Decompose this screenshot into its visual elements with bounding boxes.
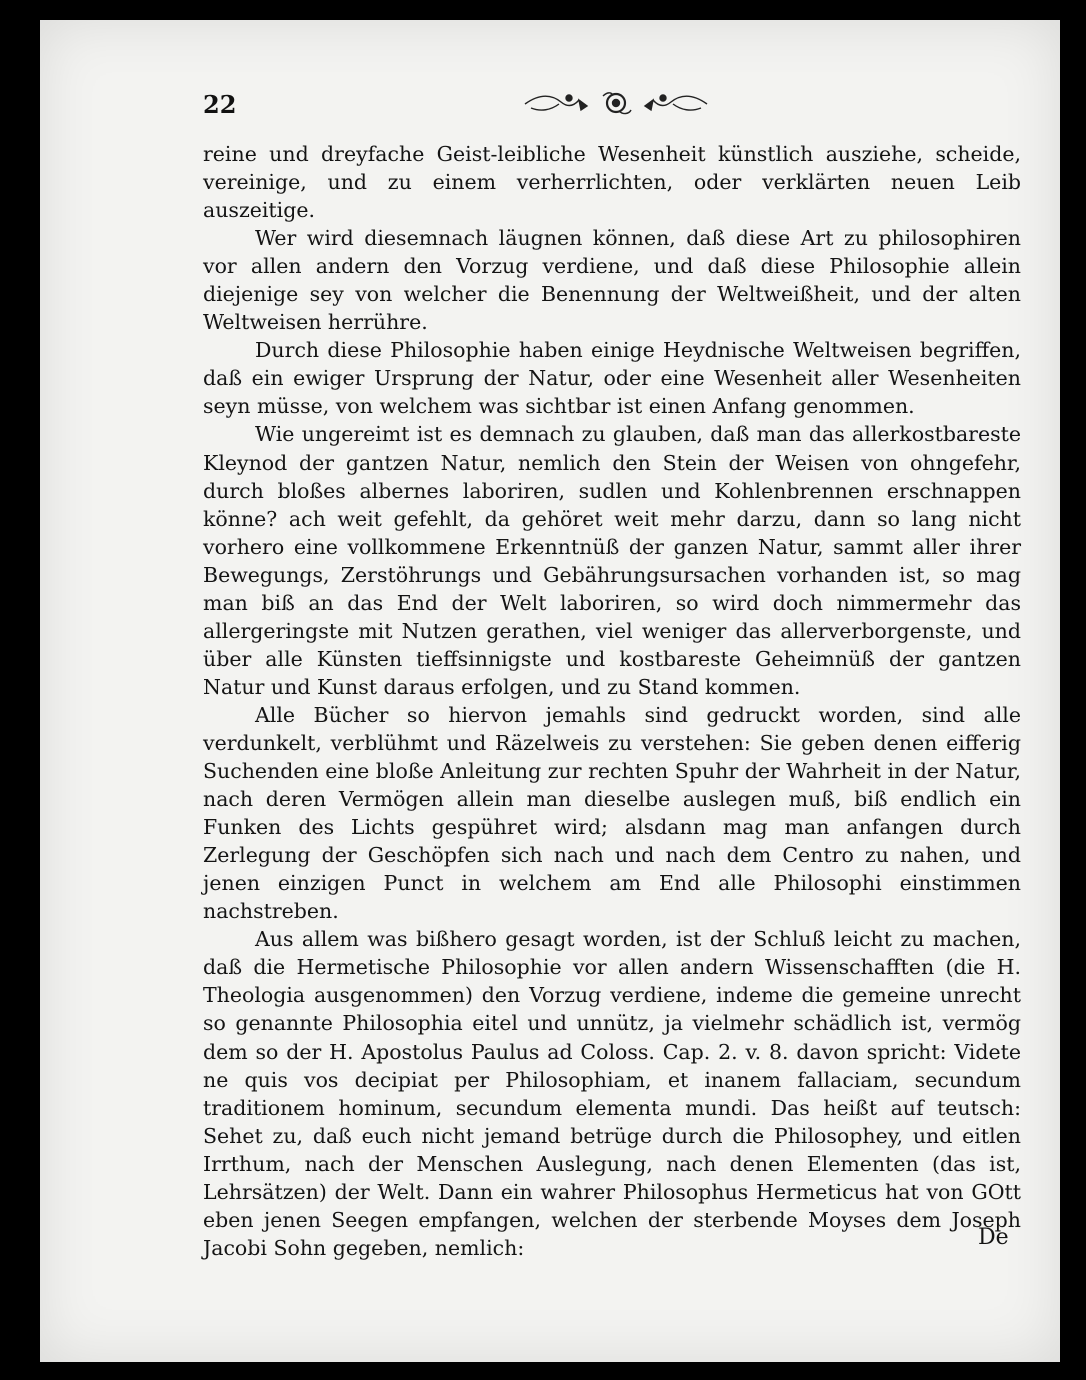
paragraph: reine und dreyfache Geist-leibliche Wesenheit künstlich ausziehe, scheide, vereinige, und zu einem verherrlichten, oder verklärten neuen Leib auszeitige. xyxy=(203,142,1021,223)
body-text xyxy=(203,140,1021,1262)
paragraph: Alle Bücher so hiervon jemahls sind gedruckt worden, sind alle verdunkelt, verblühmt und Räzelweis zu verstehen: Sie geben denen eifferig Suchenden eine bloße Anleitung zur rechten Spuhr der Wahrheit in der Natur, nach deren Vermögen allein man dieselbe auslegen muß, biß endlich ein Funken des Lichts gespühret wird; alsdann mag man anfangen durch Zerlegung der Geschöpfen sich nach und nach dem Centro zu nahen, und jenen einzigen Punct in welchem am End alle Philosophi einstimmen nachstreben. xyxy=(203,702,1021,924)
paragraph: Aus allem was bißhero gesagt worden, ist der Schluß leicht zu machen, daß die Hermetische Philosophie vor allen andern Wissenschafften (die H. Theologia ausgenommen) den Vorzug verdiene, indeme die gemeine unrecht so genannte Philosophia eitel und unnütz, ja vielmehr schädlich ist, vermög dem so der H. Apostolus Paulus ad Coloss. Cap. 2. v. 8. davon spricht: Videte ne quis vos decipiat per Philosophiam, et inanem fallaciam, secundum traditionem hominum, secundum elementa mundi. Das heißt auf teutsch: Sehet zu, daß euch nicht jemand betrüge durch die Philosophey, und eitlen Irrthum, nach der Menschen Auslegung, nach denen Elementen (das ist, Lehrsätzen) der Welt. Dann ein wahrer Philosophus Hermeticus hat von GOtt eben jenen Seegen empfangen, welchen der sterbende Moyses dem Joseph Jacobi Sohn gegeben, nemlich: xyxy=(203,927,1021,1260)
scan-edge xyxy=(1060,0,1086,1380)
page-header xyxy=(203,88,1023,124)
catchword: De xyxy=(978,1225,1009,1250)
paragraph: Wie ungereimt ist es demnach zu glauben, daß man das allerkostbareste Kleynod der gantzen Natur, nemlich den Stein der Weisen von ohngefehr, durch bloßes albernes laboriren, sudlen und Kohlenbrennen erschnappen könne? ach weit gefehlt, da gehöret weit mehr darzu, dann so lang nicht vorhero eine vollkommene Erkenntnüß der ganzen Natur, sammt aller ihrer Bewegungs, Zerstöhrungs und Gebährungsursachen vorhanden ist, so mag man biß an das End der Welt laboriren, so wird doch nimmermehr das allergeringste mit Nutzen gerathen, viel weniger das allerverborgenste, und über alle Künsten tieffsinnigste und kostbareste Geheimnüß der gantzen Natur und Kunst daraus erfolgen, und zu Stand kommen. xyxy=(203,422,1021,699)
paragraph: Wer wird diesemnach läugnen können, daß diese Art zu philosophiren vor allen andern den Vorzug verdiene, und daß diese Philosophie allein diejenige sey von welcher die Benennung der Weltweißheit, und der alten Weltweisen herrühre. xyxy=(203,226,1021,335)
fleuron-ornament-icon xyxy=(521,88,711,118)
page-number: 22 xyxy=(203,90,237,119)
paragraph: Durch diese Philosophie haben einige Heydnische Weltweisen begriffen, daß ein ewiger Ursprung der Natur, oder eine Wesenheit aller Wesenheiten seyn müsse, von welchem was sichtbar ist einen Anfang genommen. xyxy=(203,338,1021,419)
